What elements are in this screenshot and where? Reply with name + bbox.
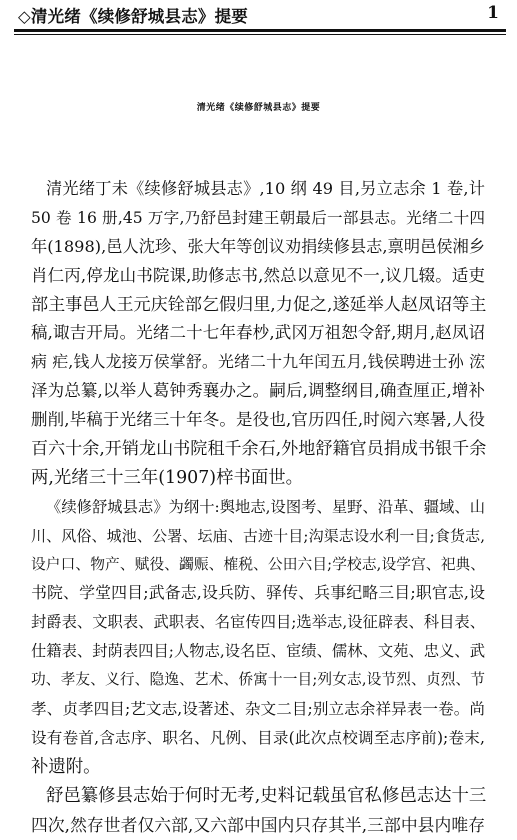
text-line: 设有卷首,含志序、职名、凡例、目录(此次点校调至志序前);卷末, <box>31 728 485 747</box>
text-line: 仕籍表、封荫表四目;人物志,设名臣、宦绩、儒林、文苑、忠义、武 <box>31 642 485 661</box>
text-line: 功、孝友、义行、隐逸、艺术、侨寓十一目;列女志,设节烈、贞烈、节 <box>31 671 485 689</box>
paragraph-2 <box>31 493 485 782</box>
text-line: 补遗附。 <box>31 756 101 777</box>
text-line: 封爵表、文职表、武职表、名宦传四目;选举志,设征辟表、科目表、 <box>31 613 485 632</box>
text-line: 肖仁丙,停龙山书院课,助修志书,然总以意见不一,议几辍。适吏 <box>31 265 485 285</box>
text-line: 设户口、物产、赋役、蠲赈、榷税、公田六目;学校志,设学宫、祀典、 <box>31 555 485 573</box>
text-line: 50 卷 16 册,45 万字,乃舒邑封建王朝最后一部县志。光绪二十四 <box>31 208 485 227</box>
text-line: 删削,毕稿于光绪三十年冬。是役也,官历四任,时阅六寒暑,人役 <box>31 410 485 430</box>
text-line: 清光绪丁未《续修舒城县志》,10 纲 49 目,另立志余 1 卷,计 <box>46 179 485 198</box>
text-line: 四次,然存世者仅六部,又六部中国内只存其半,三部中县内唯存 <box>31 814 485 835</box>
page-title: 清光绪《续修舒城县志》提要 <box>196 103 321 114</box>
text-line: 部主事邑人王元庆铨部乞假归里,力促之,遂延举人赵凤诏等主 <box>31 294 487 315</box>
text-line: 泽为总纂,以举人葛钟秀襄办之。嗣后,调整纲目,确查厘正,增补 <box>31 381 485 401</box>
text-line: 年(1898),邑人沈珍、张大年等创议劝捐续修县志,禀明邑侯湘乡 <box>31 236 485 256</box>
text-line: 书院、学堂四目;武备志,设兵防、驿传、兵事纪略三目;职官志,设 <box>31 583 485 603</box>
text-line: 稿,诹吉开局。光绪二十七年春杪,武冈万祖恕令舒,期月,赵凤诏 <box>31 323 485 343</box>
body-text <box>31 175 485 839</box>
page-number: 1 <box>487 3 499 23</box>
text-line: 《续修舒城县志》为纲十:舆地志,设图考、星野、沿革、疆域、山 <box>46 497 485 516</box>
text-line: 孝、贞孝四目;艺文志,设著述、杂文二目;别立志余祥异表一卷。尚 <box>31 700 485 719</box>
text-line: 病 疟,钱人龙接万侯掌舒。光绪二十九年闰五月,钱侯聘进士孙 浤 <box>31 352 485 372</box>
text-line: 两,光绪三十三年(1907)梓书面世。 <box>31 467 304 488</box>
text-line: 百六十余,开销龙山书院租千余石,外地舒籍官员捐成书银千余 <box>31 439 487 460</box>
text-line: 川、风俗、城池、公署、坛庙、古迹十目;沟渠志设水利一目;食货志, <box>31 526 485 545</box>
text-line: 舒邑纂修县志始于何时无考,史料记载虽官私修邑志达十三 <box>46 785 487 806</box>
paragraph-3 <box>31 782 485 840</box>
running-title: ◇清光绪《续修舒城县志》提要 <box>18 7 248 26</box>
header-rule <box>14 29 506 35</box>
running-header <box>0 0 517 30</box>
paragraph-1 <box>31 175 485 493</box>
